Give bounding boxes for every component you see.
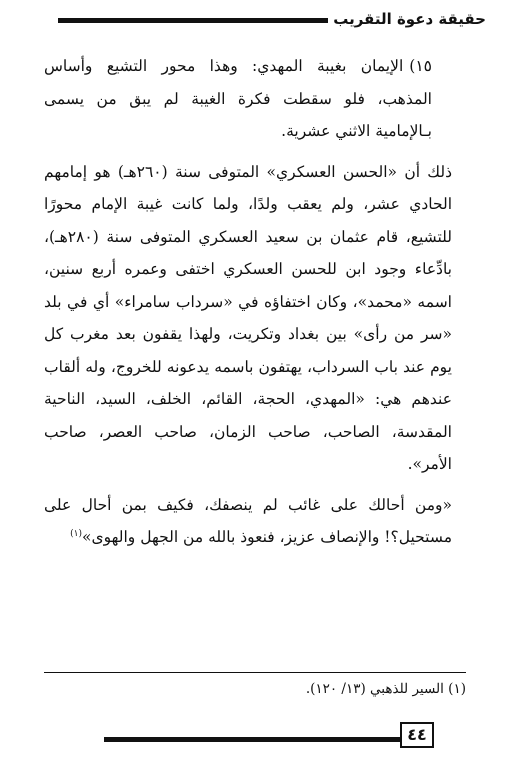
page-number: ٤٤ [400, 722, 434, 748]
quote-paragraph [44, 489, 466, 554]
paragraph: ذلك أن «الحسن العسكري» المتوفى سنة (٢٦٠هـ) هو إمامهم الحادي عشر، ولم يعقب ولدًا، ولما كانت غيبة الإمام محورًا للتشيع، قام عثمان بن سعيد العسكري المتوفى سنة (٢٨٠هـ)، بادِّعاء وجود ابن للحسن العسكري اختفى وعمره أربع سنين، اسمه «محمد»، وكان اختفاؤه في «سرداب سامراء» أي في بلد «سر من رأى» بين بغداد وتكريت، ولهذا يقفون بعد مغرب كل يوم عند باب السرداب، يهتفون باسمه يدعونه للخروج، وله ألقاب عندهم هي: «المهدي، الحجة، القائم، الخلف، السيد، الناحية المقدسة، الصاحب، صاحب الزمان، صاحب العصر، صاحب الأمر». [44, 162, 452, 473]
footnote-rule [44, 672, 466, 673]
header-rule [58, 18, 328, 23]
quote-text: «ومن أحالك على غائب لم ينصفك، فكيف بمن أحال على مستحيل؟! والإنصاف عزيز، فنعوذ بالله من الجهل والهوى» [44, 495, 452, 546]
page-header [58, 6, 486, 34]
running-head: حقيقة دعوة التقريب [333, 10, 486, 28]
footer-rule [104, 737, 400, 742]
item-number: ١٥) [409, 57, 432, 75]
item-text: الإيمان بغيبة المهدي: وهذا محور التشيع وأساس المذهب، فلو سقطت فكرة الغيبة لم يبق من يسمى بـالإمامية الاثني عشرية. [44, 57, 432, 140]
body-text [44, 50, 466, 554]
list-item-15 [44, 50, 466, 148]
footnote: (١) السير للذهبي (١٣/ ١٢٠). [305, 681, 466, 697]
footnote-reference: (١) [70, 528, 82, 539]
